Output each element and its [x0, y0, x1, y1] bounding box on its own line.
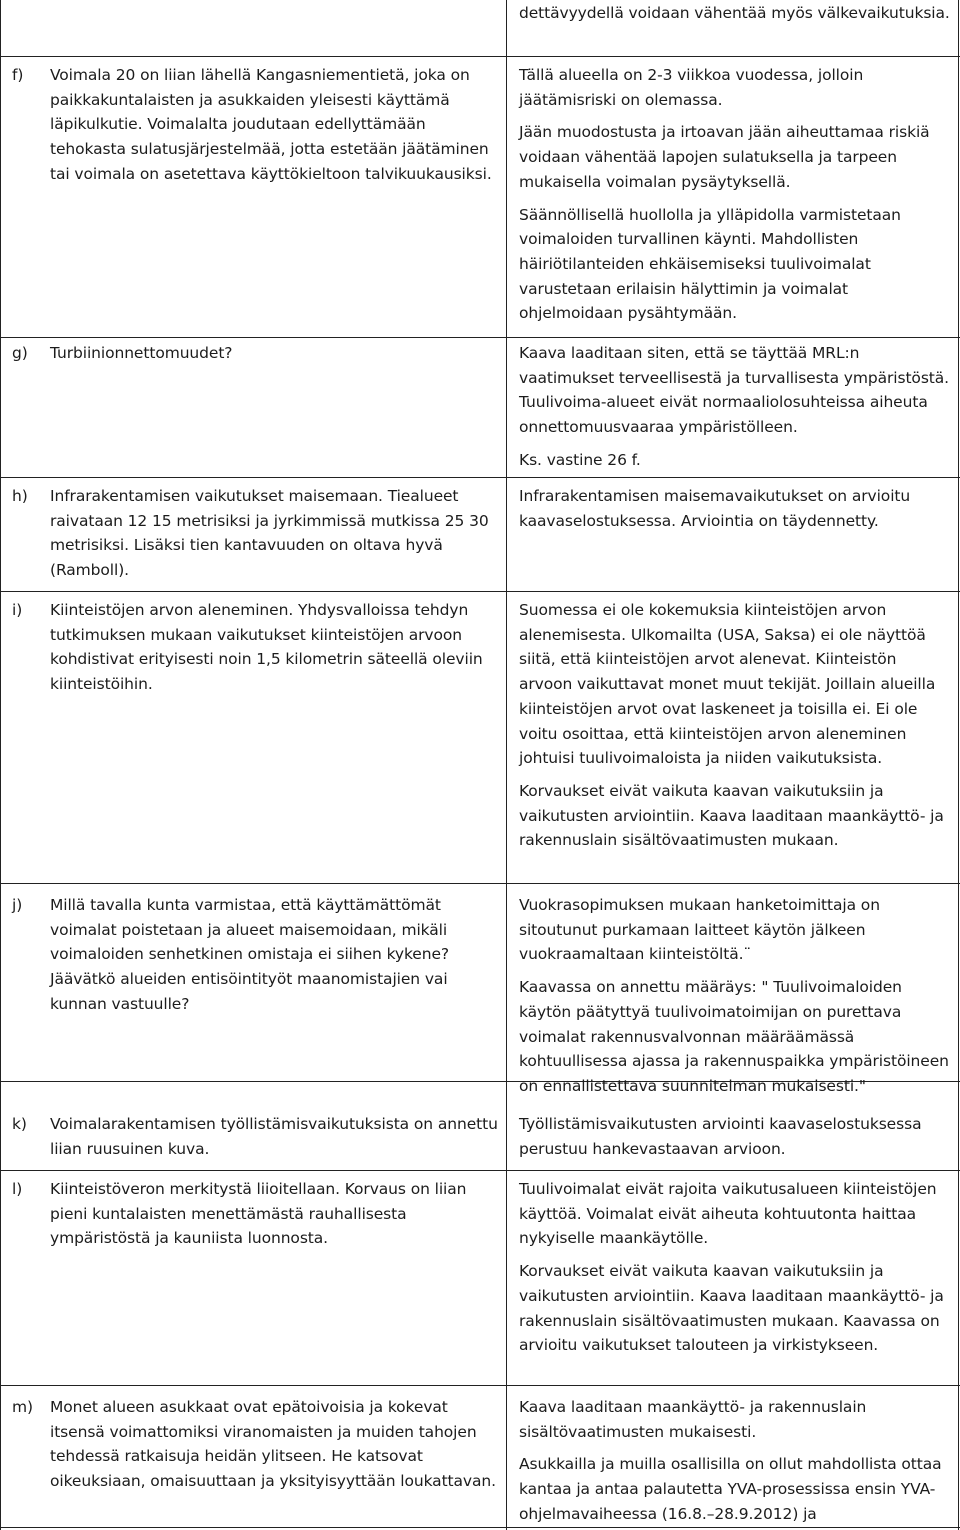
row-divider	[0, 1170, 960, 1171]
response-cell-j	[519, 893, 954, 1099]
question-cell-l	[12, 1177, 500, 1251]
question-text: Millä tavalla kunta varmistaa, että käyttämättömät voimalat poistetaan ja alueet maisemoidaan, mikäli voimaloiden senhetkinen omistaja ei siihen kykene? Jäävätkö alueiden entisöintityöt maanomistajien vai kunnan vastuulle?	[50, 896, 450, 1013]
response-cell-g	[519, 341, 954, 473]
question-text: Kiinteistöjen arvon aleneminen. Yhdysvalloissa tehdyn tutkimuksen mukaan vaikutukset kiinteistöjen arvoon kohdistivat erityisesti noin 1,5 kilometrin säteellä oleviin kiinteistöihin.	[50, 601, 483, 694]
question-text: Monet alueen asukkaat ovat epätoivoisia ja kokevat itsensä voimattomiksi viranomaisten ja muiden tahojen tehdessä ratkaisuja heidän ylitseen. He katsovat oikeuksiaan, omaisuuttaan ja yksityisyyttään loukattavan.	[50, 1398, 496, 1491]
response-paragraph: Tällä alueella on 2-3 viikkoa vuodessa, jolloin jäätämisriski on olemassa.	[519, 66, 864, 109]
response-paragraph: Kaava laaditaan siten, että se täyttää MRL:n vaatimukset terveellisestä ja turvallisesta ympäristöstä. Tuulivoima-alueet eivät normaaliolosuhteissa aiheuta onnettomuusvaaraa ympäristölleen.	[519, 344, 949, 437]
question-text: Infrarakentamisen vaikutukset maisemaan. Tiealueet raivataan 12 15 metrisiksi ja jyrkimmissä mutkissa 25 30 metrisiksi. Lisäksi tien kantavuuden on oltava hyvä (Ramboll).	[50, 487, 489, 580]
response-paragraph: Asukkailla ja muilla osallisilla on ollut mahdollista ottaa kantaa ja antaa palautetta YVA-prosessissa ensin YVA-ohjelmavaiheessa (16.8.–28.9.2012) ja	[519, 1455, 942, 1523]
column-divider	[958, 0, 959, 1530]
response-cell-h	[519, 484, 954, 533]
response-paragraph: Kaava laaditaan maankäyttö- ja rakennuslain sisältövaatimusten mukaisesti.	[519, 1398, 867, 1441]
row-divider	[0, 477, 960, 478]
item-marker: i)	[12, 601, 23, 619]
response-cell-l	[519, 1177, 954, 1358]
item-marker: m)	[12, 1398, 33, 1416]
response-paragraph: Suomessa ei ole kokemuksia kiinteistöjen arvon alenemisesta. Ulkomailta (USA, Saksa) ei ole näyttöä siitä, että kiinteistöjen arvot alenevat. Kiinteistön arvoon vaikuttavat monet muut tekijät. Joillain alueilla kiinteistöjen arvot ovat laskeneet ja toisilla ei. Ei ole voitu osoittaa, että kiinteistöjen arvon aleneminen johtuisi tuulivoimaloista ja niiden vaikutuksista.	[519, 601, 936, 768]
column-divider	[0, 0, 1, 1530]
item-marker: g)	[12, 344, 28, 362]
response-cell-m	[519, 1395, 954, 1527]
item-marker: l)	[12, 1180, 23, 1198]
response-paragraph: Jään muodostusta ja irtoavan jään aiheuttamaa riskiä voidaan vähentää lapojen sulatuksella ja tarpeen mukaisella voimalan pysäytyksellä.	[519, 123, 930, 191]
question-cell-f	[12, 63, 500, 187]
response-paragraph: Tuulivoimalat eivät rajoita vaikutusalueen kiinteistöjen käyttöä. Voimalat eivät aiheuta kohtuutonta haittaa nykyiselle maankäytölle.	[519, 1180, 937, 1248]
question-cell-i	[12, 598, 500, 697]
question-cell-h	[12, 484, 500, 583]
item-marker: j)	[12, 896, 23, 914]
response-paragraph: Korvaukset eivät vaikuta kaavan vaikutuksiin ja vaikutusten arviointiin. Kaava laaditaan maankäyttö- ja rakennuslain sisältövaatimusten mukaan.	[519, 781, 944, 850]
response-cell-f	[519, 63, 954, 326]
question-cell-g	[12, 341, 500, 366]
row-divider	[0, 591, 960, 592]
question-cell-k	[12, 1112, 500, 1161]
item-marker: h)	[12, 487, 28, 505]
question-text: Turbiinionnettomuudet?	[50, 344, 233, 362]
response-paragraph: Infrarakentamisen maisemavaikutukset on arvioitu kaavaselostuksessa. Arviointia on täydennetty.	[519, 487, 911, 530]
question-cell-j	[12, 893, 500, 1017]
response-paragraph: Kaavassa on annettu määräys: " Tuulivoimaloiden käytön päätyttyä tuulivoimatoimijan on purettava voimalat rakennusvalvonnan määräämässä kohtuullisessa ajassa ja rakennuspaikka ympäristöineen on ennallistettava suunnitelman mukaisesti."	[519, 978, 949, 1095]
continuation-text: dettävyydellä voidaan vähentää myös välkevaikutuksia.	[519, 4, 950, 22]
question-text: Voimala 20 on liian lähellä Kangasniementietä, joka on paikkakuntalaisten ja asukkaiden yleisesti käyttämä läpikulkutie. Voimalalta joudutaan edellyttämään tehokasta sulatusjärjestelmää, jotta estetään jäätäminen tai voimala on asetettava käyttökieltoon talvikuukausiksi.	[50, 66, 492, 183]
response-paragraph: Säännöllisellä huollolla ja ylläpidolla varmistetaan voimaloiden turvallinen käynti. Mahdollisten häiriötilanteiden ehkäisemiseksi tuulivoimalat varustetaan erilaisin hälyttimin ja voimalat ohjelmoidaan pysähtymään.	[519, 205, 901, 323]
question-text: Voimalarakentamisen työllistämisvaikutuksista on annettu liian ruusuinen kuva.	[50, 1115, 498, 1158]
response-cell-k	[519, 1112, 954, 1161]
question-cell-m	[12, 1395, 500, 1494]
column-divider	[506, 0, 507, 1530]
item-marker: f)	[12, 66, 24, 84]
response-paragraph: Korvaukset eivät vaikuta kaavan vaikutuksiin ja vaikutusten arviointiin. Kaava laaditaan maankäyttö- ja rakennuslain sisältövaatimusten mukaan. Kaavassa on arvioitu vaikutukset talouteen ja virkistykseen.	[519, 1262, 944, 1355]
question-text: Kiinteistöveron merkitystä liioitellaan. Korvaus on liian pieni kuntalaisten menettämästä rauhallisesta ympäristöstä ja kauniista luonnosta.	[50, 1180, 467, 1248]
response-paragraph: Vuokrasopimuksen mukaan hanketoimittaja on sitoutunut purkamaan laitteet käytön jälkeen vuokraamaltaan kiinteistöltä.¨	[519, 896, 880, 964]
row-divider	[0, 56, 960, 57]
response-cell-i	[519, 598, 954, 853]
item-marker: k)	[12, 1115, 27, 1133]
response-paragraph: Ks. vastine 26 f.	[519, 450, 641, 469]
row-divider	[0, 337, 960, 338]
continuation-text-cell	[519, 1, 954, 26]
row-divider	[0, 1527, 960, 1528]
row-divider	[0, 1385, 960, 1386]
response-paragraph: Työllistämisvaikutusten arviointi kaavaselostuksessa perustuu hankevastaavan arvioon.	[519, 1115, 922, 1158]
row-divider	[0, 883, 960, 884]
